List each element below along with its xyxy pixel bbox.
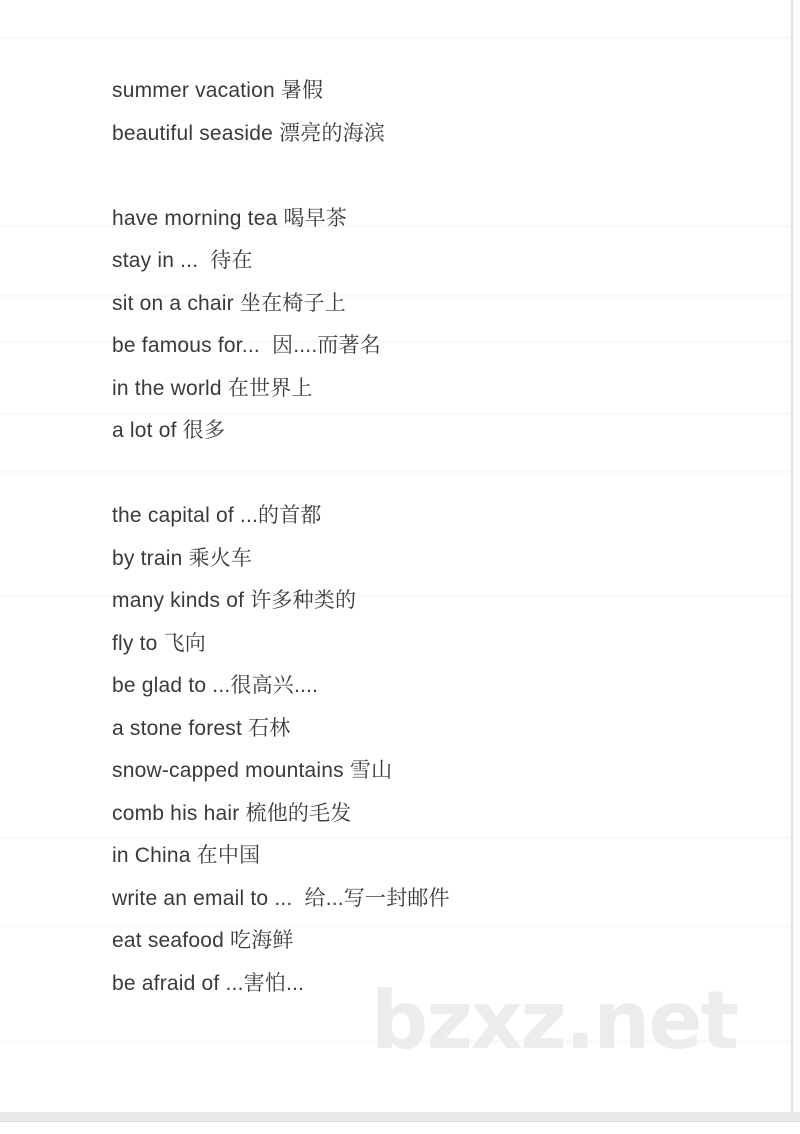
scan-artifact-line [0,225,800,228]
phrase-line: be glad to ...很高兴.... [112,674,319,698]
phrase-line: be afraid of ...害怕... [112,971,305,995]
scan-artifact-line [0,294,800,297]
phrase-line: snow-capped mountains 雪山 [112,759,393,783]
phrase-line: in the world 在世界上 [112,376,313,400]
blank-line [112,153,732,196]
next-page-top [0,1122,800,1134]
phrase-line: fly to 飞向 [112,631,206,655]
phrase-line: by train 乘火车 [112,546,253,570]
scan-artifact-line [0,925,800,928]
phrase-list [112,68,732,1003]
scan-artifact-line [0,412,800,415]
phrase-line: comb his hair 梳他的毛发 [112,801,352,825]
phrase-line: have morning tea 喝早茶 [112,206,348,230]
phrase-line: beautiful seaside 漂亮的海滨 [112,121,386,145]
phrase-line: a lot of 很多 [112,419,226,443]
viewer-gutter [793,0,800,1134]
phrase-line: sit on a chair 坐在椅子上 [112,291,346,315]
phrase-line: stay in ... 待在 [112,249,253,273]
phrase-line: be famous for... 因....而著名 [112,334,381,358]
scan-artifact-line [0,340,800,343]
phrase-line: eat seafood 吃海鲜 [112,929,294,953]
phrase-line: many kinds of 许多种类的 [112,589,357,613]
phrase-line: a stone forest 石林 [112,716,291,740]
scan-artifact-line [0,836,800,839]
phrase-line: write an email to ... 给...写一封邮件 [112,886,450,910]
scan-artifact-line [0,470,800,473]
page-break-separator [0,1112,800,1122]
phrase-line: in China 在中国 [112,844,261,868]
phrase-line: the capital of ...的首都 [112,504,322,528]
scan-artifact-line [0,594,800,597]
scan-artifact-line [0,36,800,39]
site-watermark: bzxz.net [371,974,737,1067]
phrase-line: summer vacation 暑假 [112,79,324,103]
